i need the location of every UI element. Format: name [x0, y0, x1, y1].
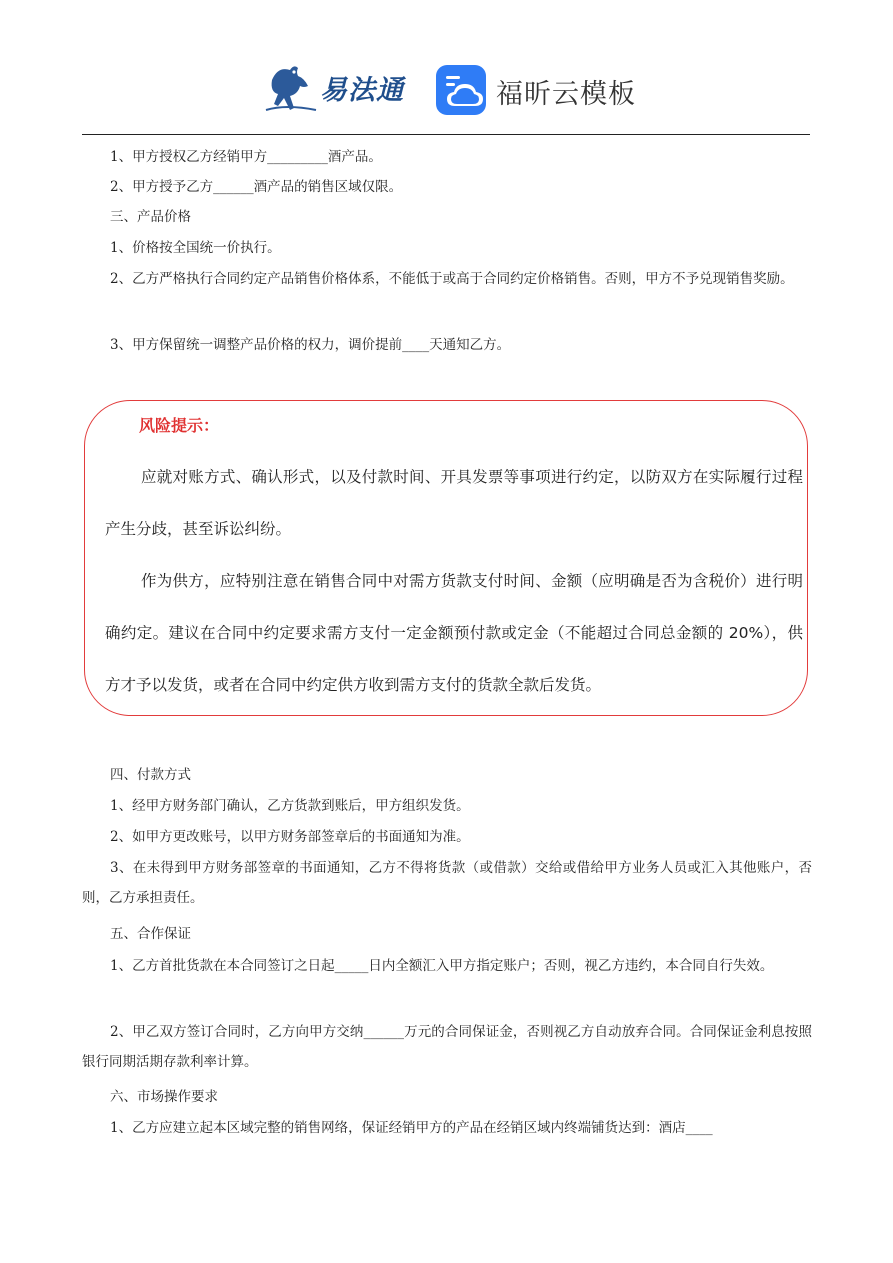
- price-clause-3: 3、甲方保留统一调整产品价格的权力，调价提前____天通知乙方。: [110, 337, 511, 353]
- market-clause-1: 1、乙方应建立起本区域完整的销售网络，保证经销甲方的产品在经销区域内终端铺货达到：酒店____: [110, 1120, 713, 1136]
- guarantee-clause-2: 2、甲乙双方签订合同时，乙方向甲方交纳______万元的合同保证金，否则视乙方自动放弃合同。合同保证金利息按照银行同期活期存款利率计算。: [82, 1024, 812, 1070]
- risk-notice-box: [84, 400, 808, 716]
- risk-paragraph-2: 作为供方，应特别注意在销售合同中对需方货款支付时间、金额（应明确是否为含税价）进行明确约定。建议在合同中约定要求需方支付一定金额预付款或定金（不能超过合同总金额的 20%），供方才予以发货，或者在合同中约定供方收到需方支付的货款全款后发货。: [105, 572, 803, 694]
- risk-paragraph-1: 应就对账方式、确认形式，以及付款时间、开具发票等事项进行约定，以防双方在实际履行过程产生分歧，甚至诉讼纠纷。: [105, 468, 803, 538]
- page-header: [0, 58, 893, 124]
- clause-3-2: 2、甲方授予乙方______酒产品的销售区域仅限。: [110, 179, 403, 195]
- guarantee-clause-1: 1、乙方首批货款在本合同签订之日起_____日内全额汇入甲方指定账户；否则，视乙方违约，本合同自行失效。: [110, 958, 774, 974]
- logo2-text: 福昕云模板: [496, 79, 636, 110]
- cloud-template-icon: [435, 64, 487, 116]
- payment-clause-1: 1、经甲方财务部门确认，乙方货款到账后，甲方组织发货。: [110, 798, 470, 814]
- section-heading-payment: 四、付款方式: [110, 767, 191, 783]
- logo1-text: 易法通: [320, 75, 404, 106]
- section-heading-guarantee: 五、合作保证: [110, 926, 191, 942]
- payment-clause-2: 2、如甲方更改账号，以甲方财务部签章后的书面通知为准。: [110, 829, 470, 845]
- price-clause-1: 1、价格按全国统一价执行。: [110, 240, 281, 256]
- horse-icon: [262, 60, 322, 118]
- section-heading-market: 六、市场操作要求: [110, 1089, 218, 1105]
- section-heading-price: 三、产品价格: [110, 209, 191, 225]
- risk-title: 风险提示：: [139, 416, 220, 435]
- payment-clause-3: 3、在未得到甲方财务部签章的书面通知，乙方不得将货款（或借款）交给或借给甲方业务人员或汇入其他账户，否则，乙方承担责任。: [82, 860, 812, 906]
- header-divider: [82, 134, 810, 135]
- clause-3-1: 1、甲方授权乙方经销甲方_________酒产品。: [110, 149, 382, 165]
- price-clause-2: 2、乙方严格执行合同约定产品销售价格体系，不能低于或高于合同约定价格销售。否则，甲方不予兑现销售奖励。: [110, 271, 794, 287]
- yifatong-logo: [262, 60, 412, 118]
